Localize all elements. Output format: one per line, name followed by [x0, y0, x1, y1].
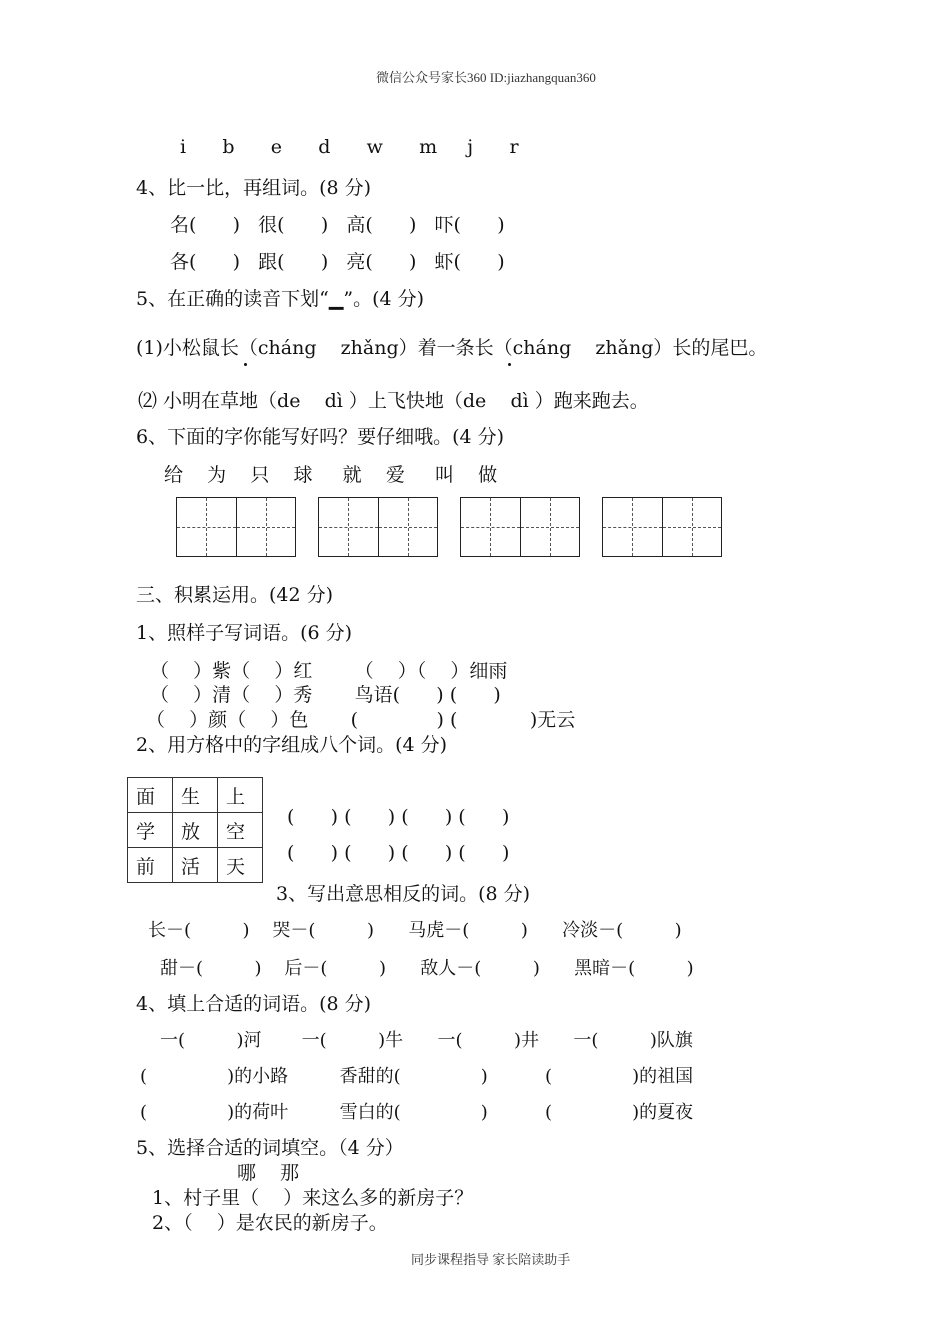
q5-line2: ⑵ 小明在草地（de dì ）上飞快地（de dì ）跑来跑去。: [138, 390, 649, 412]
letters-line: i b e d w m j r: [180, 136, 519, 158]
s3-q5-sentence2: 2、（ ）是农民的新房子。: [152, 1212, 388, 1234]
s3-q1-line3: （ ）颜（ ）色 ( ) ( )无云: [146, 709, 576, 731]
s3-q2-row1: ( ) ( ) ( ) ( ): [287, 806, 510, 828]
s3-q2-title: 2、用方格中的字组成八个词。(4 分): [136, 734, 448, 756]
s3-q3-row2: 甜－( ) 后－( ) 敌人－( ) 黑暗－( ): [160, 958, 694, 979]
grid-cell: 上: [218, 778, 263, 813]
section3-title: 三、积累运用。(42 分): [136, 584, 334, 606]
s3-q4-row3: ( )的荷叶 雪白的( ) ( )的夏夜: [140, 1102, 694, 1123]
s3-q5-sentence1: 1、村子里（ ）来这么多的新房子？: [152, 1187, 474, 1209]
s3-q4-title: 4、填上合适的词语。(8 分): [136, 993, 372, 1015]
s3-q2-row2: ( ) ( ) ( ) ( ): [287, 842, 510, 864]
s3-q1-line2: （ ）清（ ）秀 鸟语( ) ( ): [150, 684, 501, 706]
q4-row2: 各( ) 跟( ) 亮( ) 虾( ): [170, 251, 505, 273]
s3-q5-options: 哪 那: [237, 1162, 300, 1184]
q6-chars: 给 为 只 球 就 爱 叫 做: [164, 464, 498, 486]
q5-line1: (1)小松鼠长（cháng zhǎng）着一条长（cháng zhǎng）长的尾巴。: [136, 337, 768, 359]
emphasis-dot: [508, 363, 511, 366]
grid-cell: 活: [173, 848, 218, 883]
s3-q3-row1: 长－( ) 哭－( ) 马虎－( ) 冷淡－( ): [148, 920, 682, 941]
writing-grid-4[interactable]: [602, 497, 722, 557]
grid-cell: 面: [128, 778, 173, 813]
s3-q1-line1: （ ）紫（ ）红 （ ）（ ）细雨: [150, 660, 508, 682]
grid-cell: 空: [218, 813, 263, 848]
writing-grid-2[interactable]: [318, 497, 438, 557]
s3-q3-title: 3、写出意思相反的词。(8 分): [276, 883, 531, 905]
page-footer: 同步课程指导 家长陪读助手: [411, 1252, 571, 1267]
s3-q5-title: 5、选择合适的词填空。（4 分）: [136, 1137, 404, 1159]
character-grid: [127, 777, 263, 883]
s3-q1-title: 1、照样子写词语。(6 分): [136, 622, 353, 644]
s3-q4-row1: 一( )河 一( )牛 一( )井 一( )队旗: [160, 1030, 693, 1051]
q5-title: 5、在正确的读音下划“▁”。(4 分): [136, 288, 425, 310]
q6-title: 6、下面的字你能写好吗？要仔细哦。(4 分): [136, 426, 505, 448]
grid-cell: 学: [128, 813, 173, 848]
emphasis-dot: [244, 363, 247, 366]
grid-cell: 天: [218, 848, 263, 883]
grid-cell: 生: [173, 778, 218, 813]
writing-grid-3[interactable]: [460, 497, 580, 557]
writing-grid-1[interactable]: [176, 497, 296, 557]
grid-cell: 前: [128, 848, 173, 883]
page-header: 微信公众号家长360 ID:jiazhangquan360: [376, 70, 596, 85]
q4-row1: 名( ) 很( ) 高( ) 吓( ): [170, 214, 505, 236]
grid-cell: 放: [173, 813, 218, 848]
s3-q4-row2: ( )的小路 香甜的( ) ( )的祖国: [140, 1066, 694, 1087]
q4-title: 4、比一比，再组词。(8 分): [136, 177, 372, 199]
